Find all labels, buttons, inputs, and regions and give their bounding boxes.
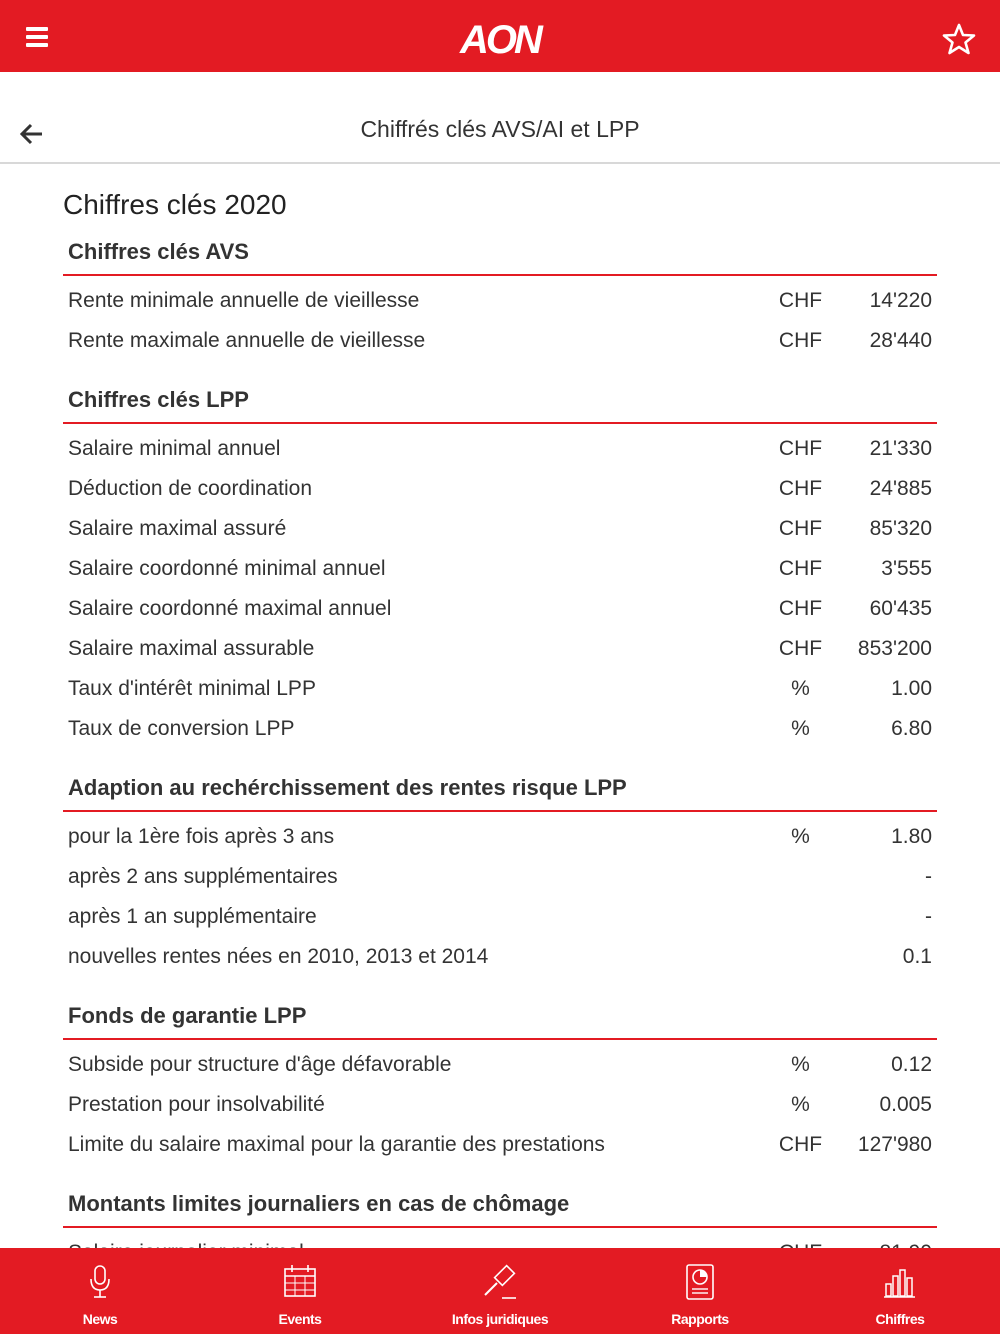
row-unit: CHF <box>778 477 823 500</box>
row-label: pour la 1ère fois après 3 ans <box>68 825 335 848</box>
table-row <box>63 1045 937 1085</box>
table-row <box>63 589 937 629</box>
table-row <box>63 469 937 509</box>
section-adaption <box>63 770 937 998</box>
page-title: Chiffrés clés AVS/AI et LPP <box>360 116 640 142</box>
row-label: Rente minimale annuelle de vieillesse <box>68 289 420 312</box>
table-row <box>63 897 937 937</box>
report-icon <box>683 1262 717 1302</box>
main-heading: Chiffres clés 2020 <box>63 189 287 220</box>
row-unit: CHF <box>778 329 823 352</box>
row-unit: CHF <box>778 1133 823 1156</box>
row-unit: CHF <box>778 289 823 312</box>
row-label: Salaire maximal assuré <box>68 517 287 540</box>
row-value: - <box>925 905 932 928</box>
table-row <box>63 857 937 897</box>
nav-item-chiffres[interactable] <box>800 1248 1000 1334</box>
section-title: Fonds de garantie LPP <box>63 998 937 1040</box>
row-unit: % <box>791 1093 810 1116</box>
row-value: 21'330 <box>869 437 932 460</box>
section-title: Montants limites journaliers en cas de chômage <box>63 1186 937 1228</box>
gavel-icon <box>480 1262 520 1302</box>
table-row <box>63 709 937 749</box>
row-value: 853'200 <box>857 637 932 660</box>
section-avs <box>63 234 937 382</box>
nav-item-infos-juridiques[interactable] <box>400 1248 600 1334</box>
nav-item-news[interactable] <box>0 1248 200 1334</box>
row-unit: CHF <box>778 517 823 540</box>
row-label: Subside pour structure d'âge défavorable <box>68 1053 452 1076</box>
nav-label: Rapports <box>671 1311 729 1327</box>
row-value: 0.12 <box>891 1053 932 1076</box>
row-value: 24'885 <box>869 477 932 500</box>
table-row <box>63 817 937 857</box>
row-label: après 2 ans supplémentaires <box>68 865 338 888</box>
row-label: Déduction de coordination <box>68 477 313 500</box>
table-row <box>63 1125 937 1165</box>
microphone-icon <box>84 1262 116 1302</box>
nav-item-rapports[interactable] <box>600 1248 800 1334</box>
row-unit: CHF <box>778 637 823 660</box>
star-icon[interactable] <box>942 22 976 56</box>
section-title: Chiffres clés AVS <box>63 234 937 276</box>
section-lpp <box>63 382 937 770</box>
nav-label: Chiffres <box>875 1311 925 1327</box>
row-label: Taux d'intérêt minimal LPP <box>68 677 316 700</box>
table-row <box>63 281 937 321</box>
table-row <box>63 669 937 709</box>
nav-item-events[interactable] <box>200 1248 400 1334</box>
sub-header <box>0 72 1000 164</box>
row-unit: % <box>791 717 810 740</box>
bar-chart-icon <box>882 1262 918 1302</box>
row-unit: % <box>791 677 810 700</box>
row-label: Taux de conversion LPP <box>68 717 295 740</box>
row-value: 6.80 <box>891 717 932 740</box>
table-row <box>63 509 937 549</box>
row-label: Salaire minimal annuel <box>68 437 281 460</box>
hamburger-icon[interactable] <box>22 22 54 52</box>
row-label: Salaire coordonné minimal annuel <box>68 557 386 580</box>
section-title: Adaption au rechérchissement des rentes risque LPP <box>63 770 937 812</box>
row-unit: CHF <box>778 437 823 460</box>
row-unit: % <box>791 825 810 848</box>
row-unit: CHF <box>778 557 823 580</box>
row-label: Salaire maximal assurable <box>68 637 315 660</box>
table-row <box>63 629 937 669</box>
key-figures-content[interactable] <box>0 166 1000 1248</box>
row-label: Prestation pour insolvabilité <box>68 1093 325 1116</box>
svg-text:AON: AON <box>460 18 540 62</box>
row-unit: CHF <box>778 597 823 620</box>
sections-list <box>63 234 937 1334</box>
row-value: 1.80 <box>891 825 932 848</box>
row-value: 85'320 <box>869 517 932 540</box>
row-label: Salaire coordonné maximal annuel <box>68 597 392 620</box>
row-value: 28'440 <box>869 329 932 352</box>
row-value: 0.005 <box>879 1093 932 1116</box>
top-bar <box>0 0 1000 72</box>
table-row <box>63 549 937 589</box>
row-value: 3'555 <box>881 557 932 580</box>
row-label: après 1 an supplémentaire <box>68 905 317 928</box>
row-label: nouvelles rentes nées en 2010, 2013 et 2014 <box>68 945 489 968</box>
calendar-icon <box>282 1262 318 1302</box>
section-title: Chiffres clés LPP <box>63 382 937 424</box>
nav-label: News <box>82 1311 118 1327</box>
aon-logo <box>440 14 560 60</box>
nav-label: Infos juridiques <box>451 1311 549 1327</box>
row-value: 127'980 <box>857 1133 932 1156</box>
nav-label: Events <box>278 1311 322 1327</box>
row-unit: % <box>791 1053 810 1076</box>
row-value: 14'220 <box>869 289 932 312</box>
table-row <box>63 1085 937 1125</box>
row-value: 60'435 <box>869 597 932 620</box>
table-row <box>63 429 937 469</box>
row-value: 0.1 <box>902 945 932 968</box>
row-value: - <box>925 865 932 888</box>
row-label: Rente maximale annuelle de vieillesse <box>68 329 426 352</box>
bottom-nav <box>0 1248 1000 1334</box>
table-row <box>63 937 937 977</box>
table-row <box>63 321 937 361</box>
section-fonds-garantie <box>63 998 937 1186</box>
row-value: 1.00 <box>891 677 932 700</box>
row-label: Limite du salaire maximal pour la garantie des prestations <box>68 1133 605 1156</box>
